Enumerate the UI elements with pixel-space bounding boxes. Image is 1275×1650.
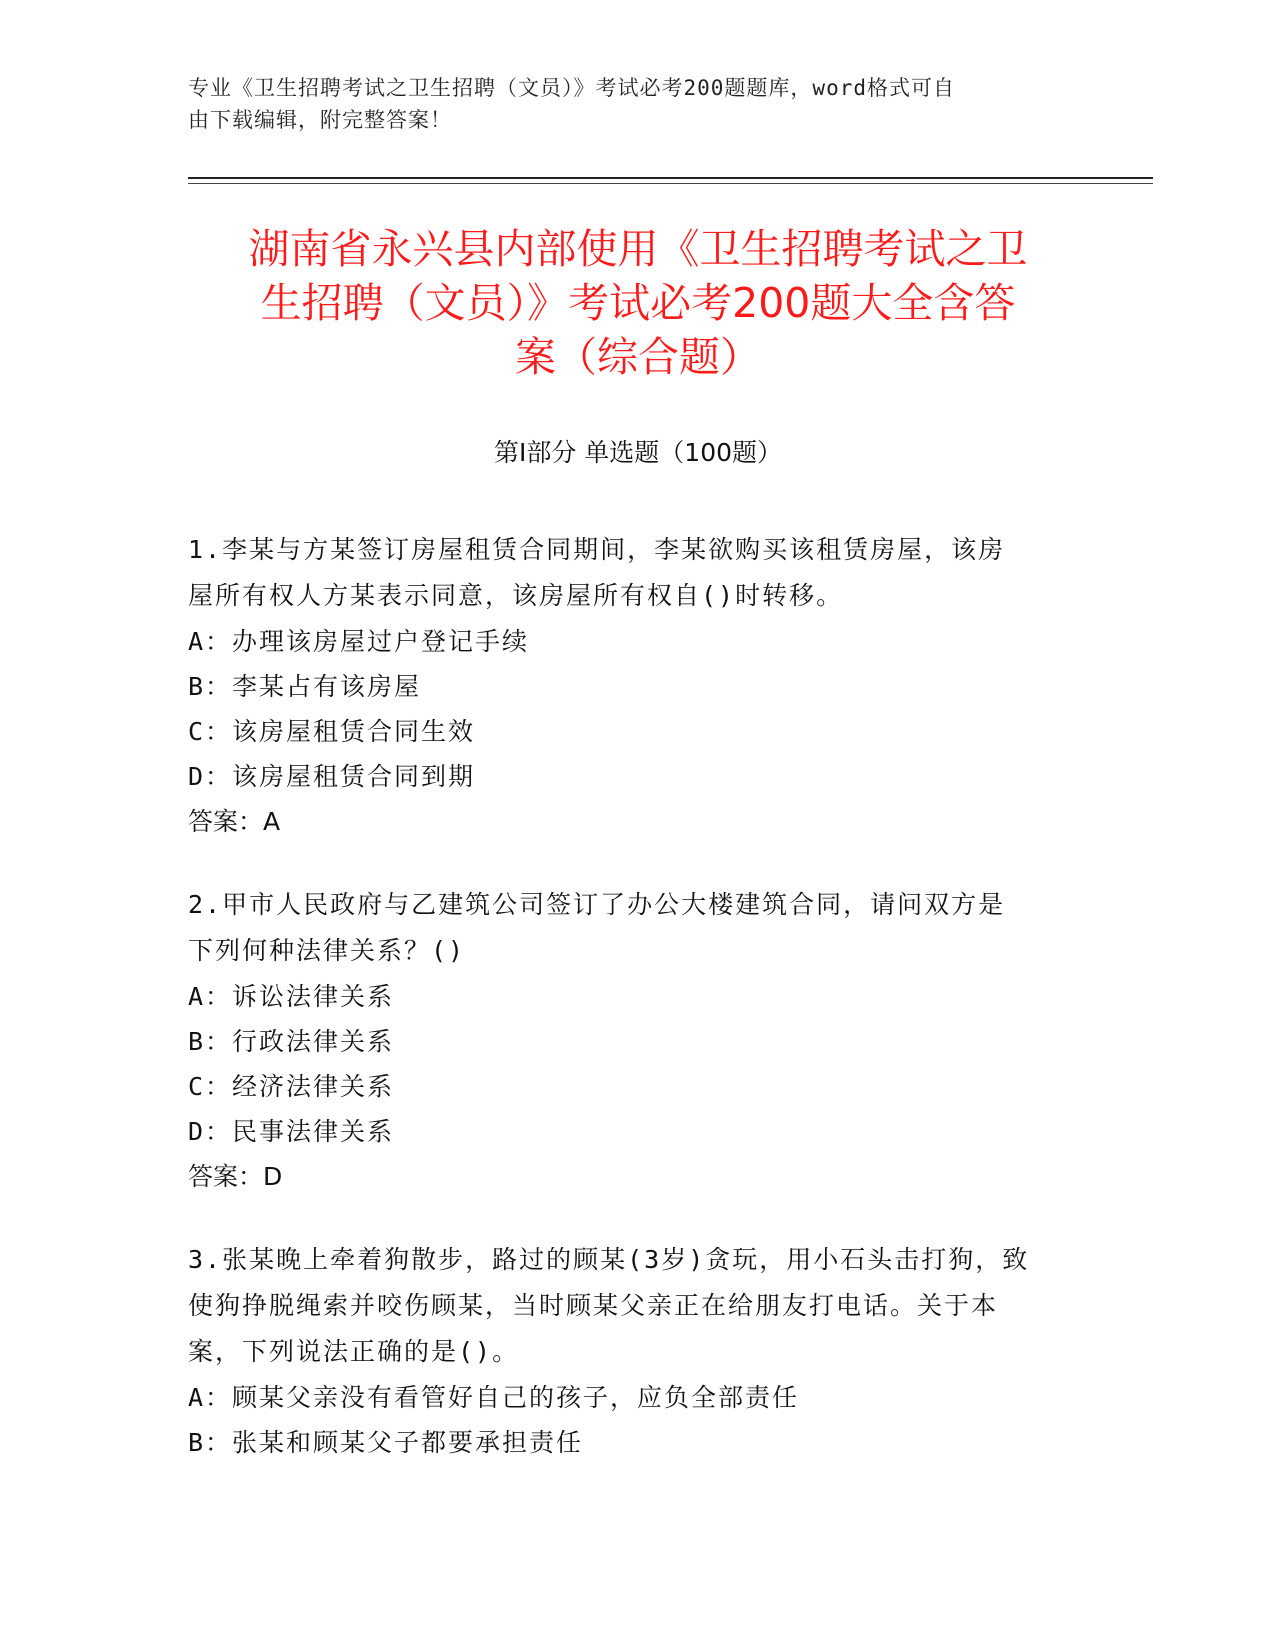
option-a: A：办理该房屋过户登记手续: [188, 627, 530, 656]
question-stem-line: 使狗挣脱绳索并咬伤顾某，当时顾某父亲正在给朋友打电话。关于本: [188, 1291, 999, 1320]
option-b: B：李某占有该房屋: [188, 672, 422, 701]
option-a: A：诉讼法律关系: [188, 982, 395, 1011]
title-line: 生招聘（文员）》考试必考200题大全含答: [260, 279, 1016, 327]
header-divider-thin: [188, 183, 1153, 184]
answer-line: 答案：D: [188, 1162, 283, 1191]
question-stem-line: 下列何种法律关系？(): [188, 936, 466, 965]
question-3: [188, 1237, 1088, 1465]
title-line: 湖南省永兴县内部使用《卫生招聘考试之卫: [248, 225, 1028, 273]
option-c: C：经济法律关系: [188, 1072, 395, 1101]
option-d: D：民事法律关系: [188, 1117, 395, 1146]
option-d: D：该房屋租赁合同到期: [188, 762, 476, 791]
header-divider-thick: [188, 177, 1153, 179]
title-line: 案（综合题）: [515, 333, 761, 381]
option-b: B：张某和顾某父子都要承担责任: [188, 1428, 584, 1457]
header-note-line: 由下载编辑，附完整答案！: [188, 108, 452, 132]
question-1: [188, 527, 1088, 845]
question-stem-line: 2.甲市人民政府与乙建筑公司签订了办公大楼建筑合同，请问双方是: [188, 890, 1006, 919]
answer-line: 答案：A: [188, 807, 281, 836]
question-stem-line: 案，下列说法正确的是()。: [188, 1337, 520, 1366]
question-2: [188, 882, 1088, 1200]
question-stem-line: 1.李某与方某签订房屋租赁合同期间，李某欲购买该租赁房屋，该房: [188, 535, 1006, 564]
option-a: A：顾某父亲没有看管好自己的孩子，应负全部责任: [188, 1383, 800, 1412]
header-note-line: 专业《卫生招聘考试之卫生招聘（文员）》考试必考200题题库，word格式可自: [188, 76, 955, 100]
header-note: [188, 72, 1068, 136]
document-title: [188, 222, 1088, 384]
question-stem-line: 屋所有权人方某表示同意，该房屋所有权自()时转移。: [188, 581, 844, 610]
question-stem-line: 3.张某晚上牵着狗散步，路过的顾某(3岁)贪玩，用小石头击打狗，致: [188, 1245, 1030, 1274]
option-b: B：行政法律关系: [188, 1027, 395, 1056]
question-list: [188, 527, 1088, 1502]
section-heading: 第I部分 单选题（100题）: [493, 438, 783, 467]
option-c: C：该房屋租赁合同生效: [188, 717, 476, 746]
